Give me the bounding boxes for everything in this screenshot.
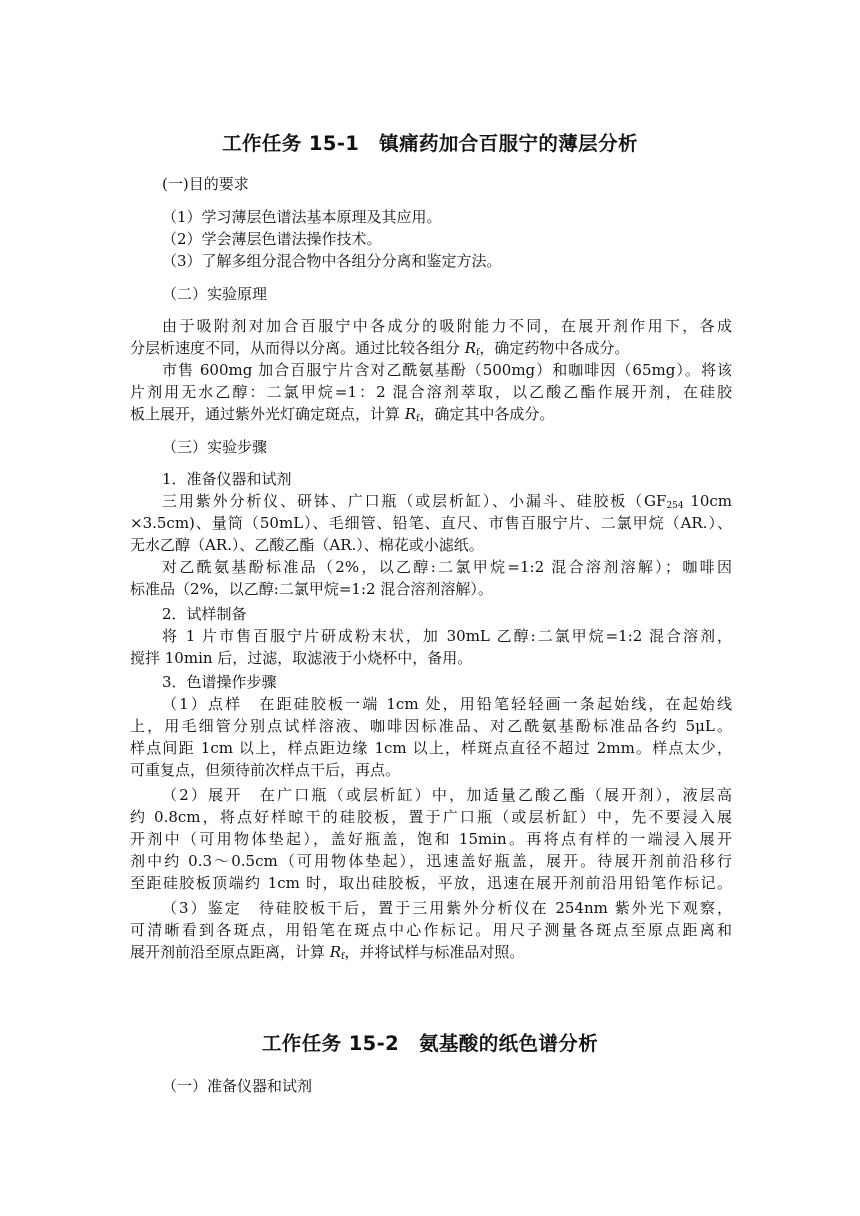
step1-line1: 三用紫外分析仪、研钵、广口瓶（或层析缸）、小漏斗、硅胶板（$GF_{254}$ 10cm (162, 492, 732, 511)
developing-line3: 开剂中（可用物体垫起），盖好瓶盖，饱和 15min。再将点有样的一端浸入展开 (130, 830, 732, 848)
developing-line4: 剂中约 0.3～0.5cm（可用物体垫起），迅速盖好瓶盖，展开。待展开剂前沿移行 (130, 852, 732, 870)
developing-line5: 至距硅胶板顶端约 1cm 时，取出硅胶板，平放，迅速在展开剂前沿用铅笔作标记。 (130, 874, 732, 892)
procedure-heading: （三）实验步骤 (162, 438, 268, 456)
developing-line2: 约 0.8cm，将点好样晾干的硅胶板，置于广口瓶（或层析缸）中，先不要浸入展 (130, 808, 732, 826)
principle-heading: （二）实验原理 (162, 285, 268, 303)
task-15-1-title: 工作任务 15-1 镇痛药加合百服宁的薄层分析 (222, 132, 638, 155)
identification-line1: （3）鉴定 待硅胶板干后，置于三用紫外分析仪在 254nm 紫外光下观察， (162, 899, 732, 917)
objective-3: （3）了解多组分混合物中各组分分离和鉴定方法。 (162, 252, 502, 270)
spotting-line2: 上，用毛细管分别点试样溶液、咖啡因标准品、对乙酰氨基酚标准品各约 5μL。 (130, 717, 732, 735)
step1-line3: 无水乙醇（AR.）、乙酸乙酯（AR.）、棉花或小滤纸。 (130, 536, 484, 554)
principle-para1-line2: 分层析速度不同，从而得以分离。通过比较各组分 $R_f$，确定药物中各成分。 (130, 339, 630, 358)
objective-2: （2）学会薄层色谱法操作技术。 (162, 230, 382, 248)
step1-heading: 1．准备仪器和试剂 (162, 470, 292, 488)
step1-line4: 对乙酰氨基酚标准品（2%，以乙醇:二氯甲烷=1:2 混合溶剂溶解）；咖啡因 (162, 558, 732, 576)
identification-line3: 展开剂前沿至原点距离，计算 $R_f$，并将试样与标准品对照。 (130, 943, 525, 962)
objectives-heading: (一)目的要求 (162, 175, 249, 193)
step1-line5: 标准品（2%，以乙醇:二氯甲烷=1:2 混合溶剂溶解）。 (130, 580, 493, 598)
task-15-2-title: 工作任务 15-2 氨基酸的纸色谱分析 (261, 1032, 599, 1055)
step2-line2: 搅拌 10min 后，过滤，取滤液于小烧杯中，备用。 (130, 649, 473, 667)
spotting-line4: 可重复点，但须待前次样点干后，再点。 (130, 761, 401, 779)
step1-line2: ×3.5cm)、量筒（50mL）、毛细管、铅笔、直尺、市售百服宁片、二氯甲烷（AR.）、 (130, 514, 732, 532)
step3-heading: 3．色谱操作步骤 (162, 673, 277, 691)
principle-para2-line1: 市售 600mg 加合百服宁片含对乙酰氨基酚（500mg）和咖啡因（65mg）。将该 (162, 361, 732, 379)
objective-1: （1）学习薄层色谱法基本原理及其应用。 (162, 208, 442, 226)
spotting-line3: 样点间距 1cm 以上，样点距边缘 1cm 以上，样斑点直径不超过 2mm。样点太少， (130, 739, 732, 757)
spotting-line1: （1）点样 在距硅胶板一端 1cm 处，用铅笔轻轻画一条起始线，在起始线 (162, 695, 732, 713)
identification-line2: 可清晰看到各斑点，用铅笔在斑点中心作标记。用尺子测量各斑点至原点距离和 (130, 921, 732, 939)
principle-para2-line2: 片剂用无水乙醇：二氯甲烷=1：2 混合溶剂萃取，以乙酸乙酯作展开剂，在硅胶 (130, 383, 732, 401)
developing-line1: （2）展开 在广口瓶（或层析缸）中，加适量乙酸乙酯（展开剂），液层高 (162, 786, 732, 804)
principle-para2-line3: 板上展开，通过紫外光灯确定斑点，计算 $R_f$，确定其中各成分。 (130, 405, 555, 424)
step2-heading: 2．试样制备 (162, 605, 247, 623)
step2-line1: 将 1 片市售百服宁片研成粉末状，加 30mL 乙醇:二氯甲烷=1:2 混合溶剂， (162, 627, 732, 645)
task2-section1-heading: （一）准备仪器和试剂 (162, 1077, 313, 1095)
principle-para1-line1: 由于吸附剂对加合百服宁中各成分的吸附能力不同，在展开剂作用下，各成 (162, 317, 732, 335)
